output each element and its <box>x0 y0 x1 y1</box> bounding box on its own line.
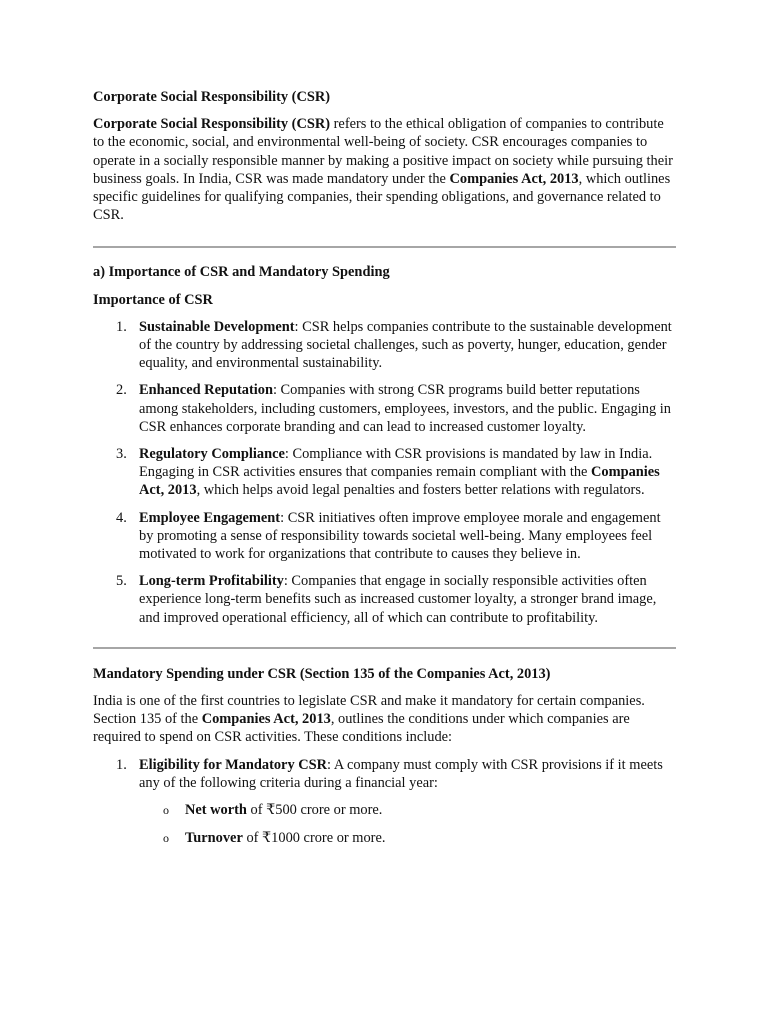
list-act: Companies Act, 2013 <box>139 464 660 499</box>
document-page <box>93 88 678 858</box>
intro-paragraph <box>93 115 678 224</box>
list-term: Eligibility for Mandatory CSR <box>139 756 328 773</box>
intro-act: Companies Act, 2013 <box>449 170 579 187</box>
section-b-intro <box>93 692 678 747</box>
list-term: Regulatory Compliance <box>139 446 285 463</box>
list-term: Employee Engagement <box>139 509 281 526</box>
list-text: : Companies with strong CSR programs build better reputations among stakeholders, including customers, employees, investors, and the public. Engaging in CSR enhances corporate branding and can lead to increased customer loyalty. <box>139 382 671 435</box>
list-text: : Companies that engage in socially responsible activities often experience long-term benefits such as increased customer loyalty, a stronger brand image, and improved operational efficiency, all of which can contribute to profitability. <box>139 573 657 626</box>
list-term: Sustainable Development <box>139 318 295 335</box>
list-number: 3. <box>116 446 127 463</box>
list-term: Long-term Profitability <box>139 573 284 590</box>
criteria-text: of ₹500 crore or more. <box>246 802 383 819</box>
criteria-item <box>139 801 678 819</box>
list-text: : A company must comply with CSR provisions if it meets any of the following criteria during a financial year: <box>139 756 663 791</box>
list-item <box>93 318 678 373</box>
importance-list <box>93 318 678 627</box>
list-item <box>93 572 678 627</box>
section-b-act: Companies Act, 2013 <box>201 711 331 728</box>
criteria-text: of ₹1000 crore or more. <box>242 830 386 847</box>
criteria-item <box>139 829 678 847</box>
section-b-intro-text-2: , outlines the conditions under which companies are required to spend on CSR activities. These conditions include: <box>93 711 630 746</box>
list-number: 2. <box>116 382 127 399</box>
list-item <box>93 445 678 500</box>
list-number: 1. <box>116 318 127 335</box>
criteria-term: Net worth <box>185 802 247 819</box>
list-text: : Compliance with CSR provisions is mandated by law in India. Engaging in CSR activities ensures that companies remain compliant with the <box>139 446 653 481</box>
bullet-icon: o <box>163 831 169 846</box>
section-b-heading: Mandatory Spending under CSR (Section 135 of the Companies Act, 2013) <box>93 665 551 682</box>
document-title: Corporate Social Responsibility (CSR) <box>93 89 331 105</box>
criteria-term: Turnover <box>185 830 243 847</box>
list-item <box>93 509 678 564</box>
criteria-list <box>139 801 678 847</box>
list-number: 4. <box>116 509 127 526</box>
bullet-icon: o <box>163 803 169 818</box>
list-term: Enhanced Reputation <box>139 382 273 399</box>
intro-text-2: , which outlines specific guidelines for qualifying companies, their spending obligations, and governance related to CSR. <box>93 170 671 224</box>
section-divider <box>93 246 676 248</box>
section-a-subheading: Importance of CSR <box>93 291 213 308</box>
intro-term: Corporate Social Responsibility (CSR) <box>93 116 331 133</box>
list-text: , which helps avoid legal penalties and fosters better relations with regulators. <box>196 482 645 499</box>
list-text: : CSR helps companies contribute to the sustainable development of the country by addressing societal challenges, such as poverty, hunger, education, gender equality, and environmental sustainability. <box>139 318 672 372</box>
section-divider <box>93 647 676 649</box>
list-item <box>93 381 678 436</box>
section-b-intro-text-1: India is one of the first countries to legislate CSR and make it mandatory for certain companies. Section 135 of the <box>93 693 645 728</box>
section-a-heading: a) Importance of CSR and Mandatory Spending <box>93 264 390 281</box>
mandatory-list <box>93 756 678 848</box>
list-text: : CSR initiatives often improve employee morale and engagement by promoting a sense of responsibility towards societal well-being. Many employees feel motivated to work for organizations that contribute to causes they believe in. <box>139 509 661 563</box>
intro-text-1: refers to the ethical obligation of companies to contribute to the economic, social, and environmental well-being of society. CSR encourages companies to operate in a socially responsible manner by making a positive impact on society while pursuing their business goals. In India, CSR was made mandatory under the <box>93 116 673 187</box>
list-number: 1. <box>116 756 127 773</box>
list-item <box>93 756 678 848</box>
list-number: 5. <box>116 573 127 590</box>
